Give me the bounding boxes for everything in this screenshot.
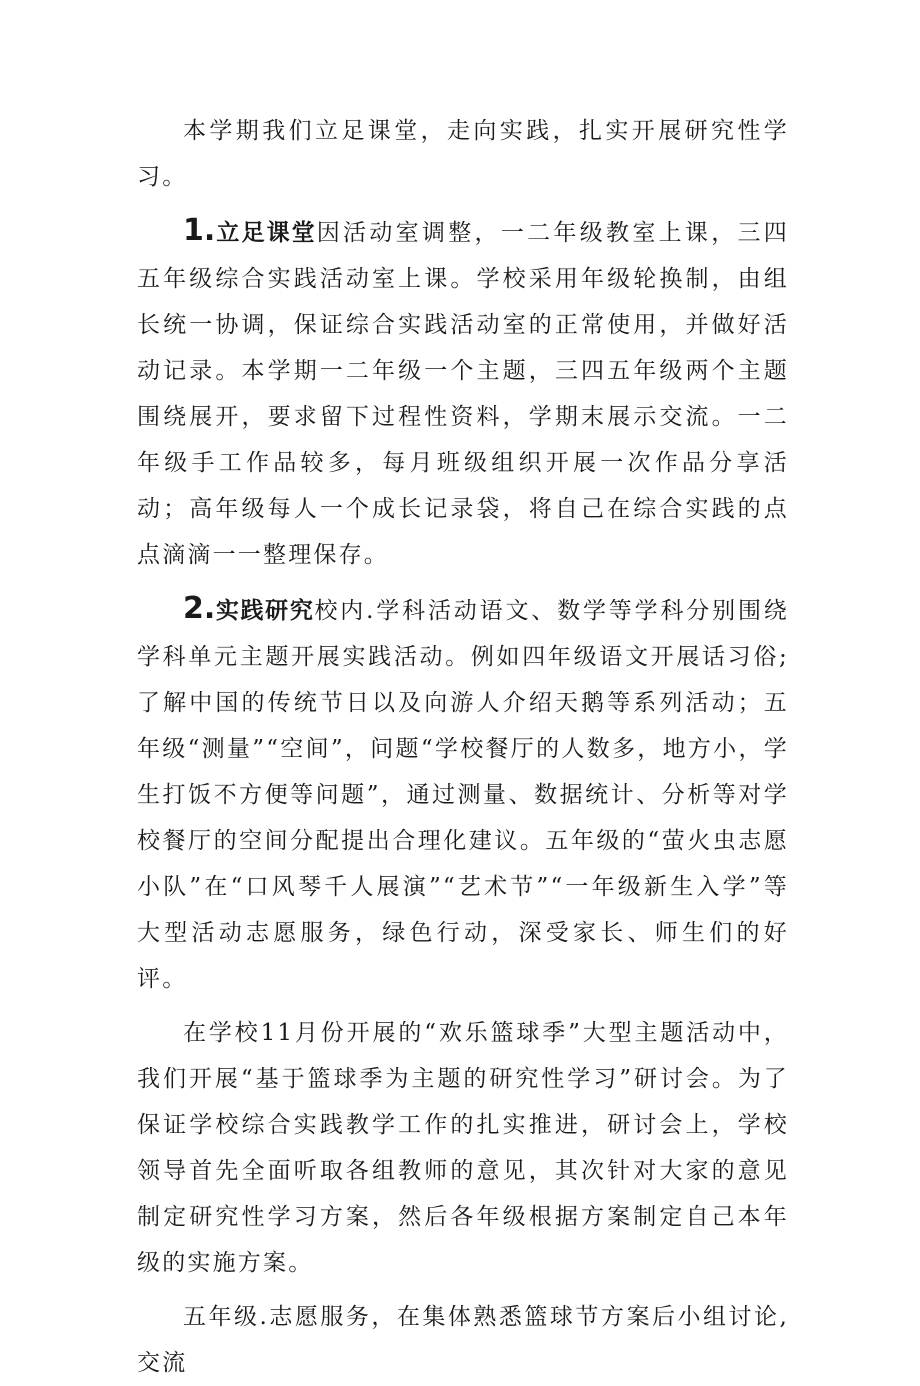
section-2-text: 校内.学科活动语文、数学等学科分别围绕学科单元主题开展实践活动。例如四年级语文开展话习俗;了解中国的传统节日以及向游人介绍天鹅等系列活动；五年级“测量”“空间”，问题“学校餐厅的人数多，地方小，学生打饭不方便等问题”，通过测量、数据统计、分析等对学校餐厅的空间分配提出合理化建议。五年级的“萤火虫志愿小队”在“口风琴千人展演”“艺术节”“一年级新生入学”等大型活动志愿服务，绿色行动，深受家长、师生们的好评。 (137, 598, 790, 992)
paragraph-4: 五年级.志愿服务，在集体熟悉篮球节方案后小组讨论,交流 (137, 1304, 789, 1376)
section-2-paragraph (137, 586, 789, 1002)
section-2-number: 2. (183, 591, 216, 626)
document-page (137, 108, 789, 1386)
section-1-heading: 立足课堂 (215, 220, 317, 246)
section-1-paragraph (137, 208, 789, 578)
intro-paragraph: 本学期我们立足课堂，走向实践，扎实开展研究性学习。 (137, 118, 789, 190)
section-1-text: 因活动室调整，一二年级教室上课，三四五年级综合实践活动室上课。学校采用年级轮换制，由组长统一协调，保证综合实践活动室的正常使用，并做好活动记录。本学期一二年级一个主题，三四五年级两个主题围绕展开，要求留下过程性资料，学期末展示交流。一二年级手工作品较多，每月班级组织开展一次作品分享活动；高年级每人一个成长记录袋，将自己在综合实践的点点滴滴一一整理保存。 (137, 220, 789, 568)
section-2-heading: 实践研究 (215, 598, 315, 624)
section-1-number: 1. (183, 213, 216, 248)
paragraph-3: 在学校11月份开展的“欢乐篮球季”大型主题活动中，我们开展“基于篮球季为主题的研究性学习”研讨会。为了保证学校综合实践教学工作的扎实推进，研讨会上，学校领导首先全面听取各组教师的意见，其次针对大家的意见制定研究性学习方案，然后各年级根据方案制定自己本年级的实施方案。 (137, 1020, 789, 1276)
